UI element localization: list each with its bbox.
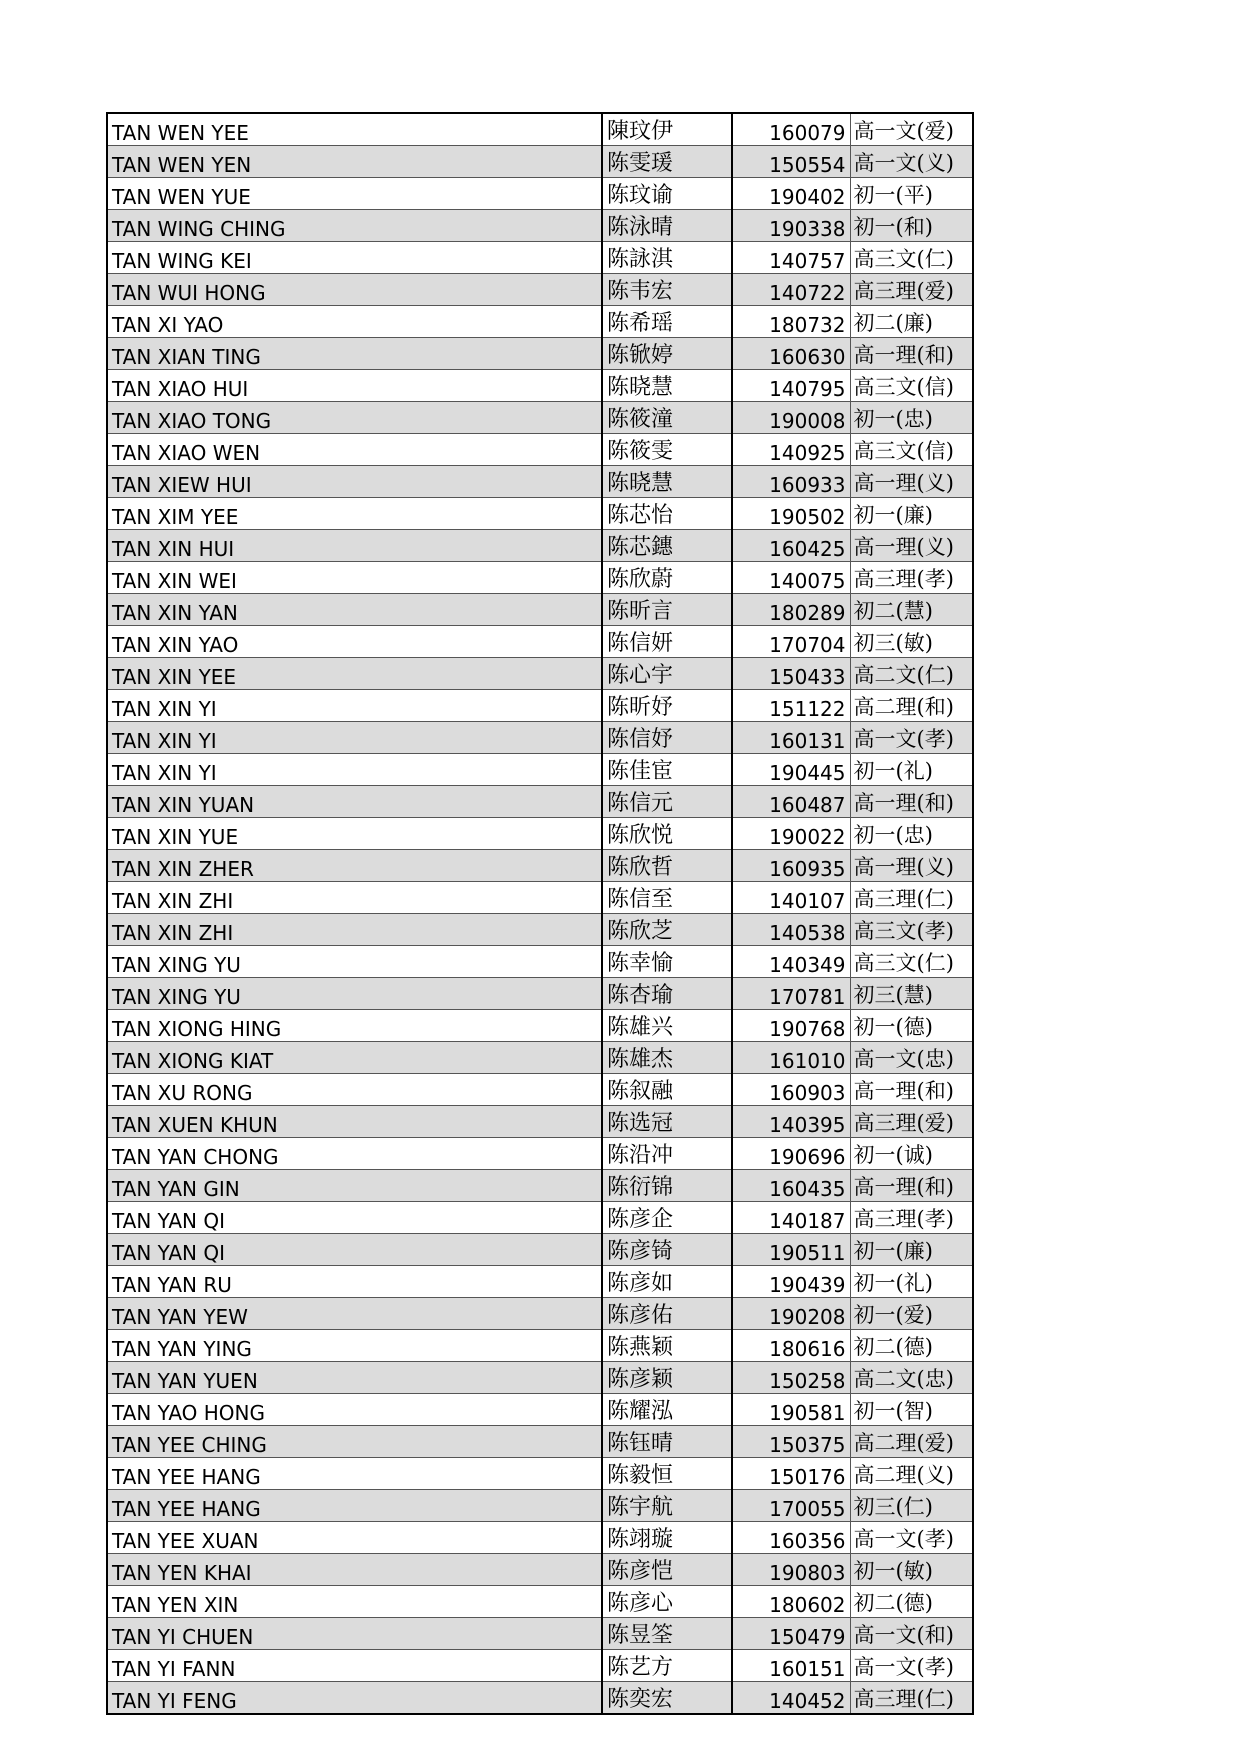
chinese-name-cell[interactable]: 陈锨婷 xyxy=(602,338,732,370)
student-id-cell[interactable]: 180732 xyxy=(732,306,850,338)
student-name-cell[interactable]: TAN YI CHUEN xyxy=(107,1618,602,1650)
table-row xyxy=(107,1010,973,1042)
table-row xyxy=(107,1298,973,1330)
chinese-name-cell[interactable]: 陈选冠 xyxy=(602,1106,732,1138)
table-row xyxy=(107,306,973,338)
student-id-cell[interactable]: 140452 xyxy=(732,1682,850,1715)
student-name-cell[interactable]: TAN XIONG KIAT xyxy=(107,1042,602,1074)
chinese-name-cell[interactable]: 陈欣哲 xyxy=(602,850,732,882)
student-name-cell[interactable]: TAN YAN GIN xyxy=(107,1170,602,1202)
class-cell[interactable]: 高一理(和) xyxy=(850,338,973,370)
table-row xyxy=(107,1618,973,1650)
student-id-cell[interactable]: 190768 xyxy=(732,1010,850,1042)
student-id-cell[interactable]: 150375 xyxy=(732,1426,850,1458)
student-id-cell[interactable]: 160131 xyxy=(732,722,850,754)
chinese-name-cell[interactable]: 陈芯怡 xyxy=(602,498,732,530)
class-cell[interactable]: 初一(平) xyxy=(850,178,973,210)
class-cell[interactable]: 高三理(仁) xyxy=(850,1682,973,1715)
table-row xyxy=(107,530,973,562)
table-row xyxy=(107,754,973,786)
class-cell[interactable]: 高二文(仁) xyxy=(850,658,973,690)
student-name-cell[interactable]: TAN YAN YUEN xyxy=(107,1362,602,1394)
table-row xyxy=(107,594,973,626)
chinese-name-cell[interactable]: 陈信妤 xyxy=(602,722,732,754)
student-name-cell[interactable]: TAN XIAO TONG xyxy=(107,402,602,434)
class-cell[interactable]: 初一(智) xyxy=(850,1394,973,1426)
chinese-name-cell[interactable]: 陈幸愉 xyxy=(602,946,732,978)
student-name-cell[interactable]: TAN WEN YEE xyxy=(107,113,602,146)
table-row xyxy=(107,1682,973,1715)
class-cell[interactable]: 高三理(孝) xyxy=(850,1202,973,1234)
table-row xyxy=(107,1170,973,1202)
student-name-cell[interactable]: TAN YEE HANG xyxy=(107,1490,602,1522)
table-row xyxy=(107,626,973,658)
student-name-cell[interactable]: TAN XIN ZHI xyxy=(107,882,602,914)
table-row xyxy=(107,113,973,146)
student-name-cell[interactable]: TAN XIN WEI xyxy=(107,562,602,594)
student-id-cell[interactable]: 160903 xyxy=(732,1074,850,1106)
chinese-name-cell[interactable]: 陈筱潼 xyxy=(602,402,732,434)
table-row xyxy=(107,242,973,274)
table-row xyxy=(107,1458,973,1490)
table-row xyxy=(107,1074,973,1106)
student-id-cell[interactable]: 190338 xyxy=(732,210,850,242)
table-row xyxy=(107,850,973,882)
student-name-cell[interactable]: TAN XING YU xyxy=(107,946,602,978)
chinese-name-cell[interactable]: 陈奕宏 xyxy=(602,1682,732,1715)
class-cell[interactable]: 初三(仁) xyxy=(850,1490,973,1522)
student-name-cell[interactable]: TAN XIN YI xyxy=(107,754,602,786)
class-cell[interactable]: 高三理(仁) xyxy=(850,882,973,914)
chinese-name-cell[interactable]: 陈詠淇 xyxy=(602,242,732,274)
chinese-name-cell[interactable]: 陈衍锦 xyxy=(602,1170,732,1202)
student-id-cell[interactable]: 160933 xyxy=(732,466,850,498)
student-name-cell[interactable]: TAN XIEW HUI xyxy=(107,466,602,498)
class-cell[interactable]: 高一理(义) xyxy=(850,850,973,882)
student-name-cell[interactable]: TAN XIN ZHER xyxy=(107,850,602,882)
student-id-cell[interactable]: 150554 xyxy=(732,146,850,178)
student-id-cell[interactable]: 160630 xyxy=(732,338,850,370)
table-row xyxy=(107,370,973,402)
student-name-cell[interactable]: TAN XIN ZHI xyxy=(107,914,602,946)
table-row xyxy=(107,1138,973,1170)
class-cell[interactable]: 高三理(爱) xyxy=(850,274,973,306)
table-row xyxy=(107,690,973,722)
student-name-cell[interactable]: TAN XIN YAO xyxy=(107,626,602,658)
chinese-name-cell[interactable]: 陈毅恒 xyxy=(602,1458,732,1490)
class-cell[interactable]: 高三文(孝) xyxy=(850,914,973,946)
student-id-cell[interactable]: 160151 xyxy=(732,1650,850,1682)
table-row xyxy=(107,658,973,690)
student-name-cell[interactable]: TAN XIN YI xyxy=(107,722,602,754)
table-row xyxy=(107,882,973,914)
class-cell[interactable]: 初一(礼) xyxy=(850,1266,973,1298)
class-cell[interactable]: 高三理(孝) xyxy=(850,562,973,594)
student-id-cell[interactable]: 180616 xyxy=(732,1330,850,1362)
chinese-name-cell[interactable]: 陈彦企 xyxy=(602,1202,732,1234)
student-id-cell[interactable]: 140395 xyxy=(732,1106,850,1138)
student-name-cell[interactable]: TAN YAN QI xyxy=(107,1202,602,1234)
student-name-cell[interactable]: TAN YAN QI xyxy=(107,1234,602,1266)
class-cell[interactable]: 初一(德) xyxy=(850,1010,973,1042)
class-cell[interactable]: 高一理(义) xyxy=(850,530,973,562)
chinese-name-cell[interactable]: 陈彦颖 xyxy=(602,1362,732,1394)
chinese-name-cell[interactable]: 陈晓慧 xyxy=(602,466,732,498)
table-row xyxy=(107,1362,973,1394)
student-id-cell[interactable]: 160079 xyxy=(732,113,850,146)
student-name-cell[interactable]: TAN XIAO WEN xyxy=(107,434,602,466)
table-row xyxy=(107,1042,973,1074)
class-cell[interactable]: 高一理(和) xyxy=(850,1170,973,1202)
chinese-name-cell[interactable]: 陈雄杰 xyxy=(602,1042,732,1074)
student-id-cell[interactable]: 150258 xyxy=(732,1362,850,1394)
table-row xyxy=(107,210,973,242)
student-name-cell[interactable]: TAN XIN YEE xyxy=(107,658,602,690)
chinese-name-cell[interactable]: 陈欣悦 xyxy=(602,818,732,850)
chinese-name-cell[interactable]: 陈翊璇 xyxy=(602,1522,732,1554)
table-row xyxy=(107,274,973,306)
student-id-cell[interactable]: 140538 xyxy=(732,914,850,946)
chinese-name-cell[interactable]: 陈韦宏 xyxy=(602,274,732,306)
table-row xyxy=(107,338,973,370)
student-id-cell[interactable]: 190803 xyxy=(732,1554,850,1586)
student-id-cell[interactable]: 151122 xyxy=(732,690,850,722)
class-cell[interactable]: 初二(德) xyxy=(850,1586,973,1618)
chinese-name-cell[interactable]: 陈泳晴 xyxy=(602,210,732,242)
student-name-cell[interactable]: TAN WEN YEN xyxy=(107,146,602,178)
table-row xyxy=(107,434,973,466)
table-row xyxy=(107,402,973,434)
chinese-name-cell[interactable]: 陈欣蔚 xyxy=(602,562,732,594)
class-cell[interactable]: 高二理(义) xyxy=(850,1458,973,1490)
student-id-cell[interactable]: 190402 xyxy=(732,178,850,210)
student-id-cell[interactable]: 170781 xyxy=(732,978,850,1010)
student-name-cell[interactable]: TAN XIN YUE xyxy=(107,818,602,850)
table-row xyxy=(107,466,973,498)
class-cell[interactable]: 高三文(仁) xyxy=(850,242,973,274)
class-cell[interactable]: 初二(德) xyxy=(850,1330,973,1362)
student-name-cell[interactable]: TAN YAO HONG xyxy=(107,1394,602,1426)
student-name-cell[interactable]: TAN YEE HANG xyxy=(107,1458,602,1490)
chinese-name-cell[interactable]: 陈晓慧 xyxy=(602,370,732,402)
chinese-name-cell[interactable]: 陳玟伊 xyxy=(602,113,732,146)
student-name-cell[interactable]: TAN YEN XIN xyxy=(107,1586,602,1618)
chinese-name-cell[interactable]: 陈筱雯 xyxy=(602,434,732,466)
student-name-cell[interactable]: TAN XU RONG xyxy=(107,1074,602,1106)
student-name-cell[interactable]: TAN YI FANN xyxy=(107,1650,602,1682)
chinese-name-cell[interactable]: 陈叙融 xyxy=(602,1074,732,1106)
class-cell[interactable]: 高三文(信) xyxy=(850,370,973,402)
class-cell[interactable]: 高一理(义) xyxy=(850,466,973,498)
class-cell[interactable]: 高一文(义) xyxy=(850,146,973,178)
student-id-cell[interactable]: 190022 xyxy=(732,818,850,850)
table-row xyxy=(107,178,973,210)
class-cell[interactable]: 初一(和) xyxy=(850,210,973,242)
student-name-cell[interactable]: TAN XIN YAN xyxy=(107,594,602,626)
student-name-cell[interactable]: TAN WING KEI xyxy=(107,242,602,274)
student-name-cell[interactable]: TAN YAN CHONG xyxy=(107,1138,602,1170)
student-id-cell[interactable]: 160935 xyxy=(732,850,850,882)
table-row xyxy=(107,1234,973,1266)
chinese-name-cell[interactable]: 陈欣芝 xyxy=(602,914,732,946)
table-row xyxy=(107,498,973,530)
student-name-cell[interactable]: TAN XUEN KHUN xyxy=(107,1106,602,1138)
student-name-cell[interactable]: TAN XIN YI xyxy=(107,690,602,722)
student-name-cell[interactable]: TAN XING YU xyxy=(107,978,602,1010)
student-id-cell[interactable]: 190696 xyxy=(732,1138,850,1170)
student-name-cell[interactable]: TAN WEN YUE xyxy=(107,178,602,210)
student-name-cell[interactable]: TAN YAN YEW xyxy=(107,1298,602,1330)
chinese-name-cell[interactable]: 陈钰晴 xyxy=(602,1426,732,1458)
class-cell[interactable]: 高一文(爱) xyxy=(850,113,973,146)
chinese-name-cell[interactable]: 陈佳宦 xyxy=(602,754,732,786)
table-row xyxy=(107,146,973,178)
chinese-name-cell[interactable]: 陈雯瑗 xyxy=(602,146,732,178)
student-id-cell[interactable]: 140349 xyxy=(732,946,850,978)
chinese-name-cell[interactable]: 陈彦如 xyxy=(602,1266,732,1298)
student-table-body xyxy=(107,113,973,1714)
class-cell[interactable]: 高二文(忠) xyxy=(850,1362,973,1394)
student-id-cell[interactable]: 150479 xyxy=(732,1618,850,1650)
chinese-name-cell[interactable]: 陈雄兴 xyxy=(602,1010,732,1042)
chinese-name-cell[interactable]: 陈耀泓 xyxy=(602,1394,732,1426)
table-row xyxy=(107,914,973,946)
chinese-name-cell[interactable]: 陈芯鏸 xyxy=(602,530,732,562)
class-cell[interactable]: 初一(礼) xyxy=(850,754,973,786)
chinese-name-cell[interactable]: 陈信至 xyxy=(602,882,732,914)
chinese-name-cell[interactable]: 陈杏瑜 xyxy=(602,978,732,1010)
student-name-cell[interactable]: TAN YEN KHAI xyxy=(107,1554,602,1586)
student-id-cell[interactable]: 160435 xyxy=(732,1170,850,1202)
student-name-cell[interactable]: TAN XIN HUI xyxy=(107,530,602,562)
student-name-cell[interactable]: TAN YEE CHING xyxy=(107,1426,602,1458)
class-cell[interactable]: 高一文(孝) xyxy=(850,1522,973,1554)
student-id-cell[interactable]: 160425 xyxy=(732,530,850,562)
student-id-cell[interactable]: 161010 xyxy=(732,1042,850,1074)
class-cell[interactable]: 高一文(忠) xyxy=(850,1042,973,1074)
class-cell[interactable]: 初一(爱) xyxy=(850,1298,973,1330)
chinese-name-cell[interactable]: 陈艺方 xyxy=(602,1650,732,1682)
table-row xyxy=(107,1426,973,1458)
student-id-cell[interactable]: 150433 xyxy=(732,658,850,690)
student-id-cell[interactable]: 140722 xyxy=(732,274,850,306)
table-row xyxy=(107,1266,973,1298)
chinese-name-cell[interactable]: 陈沿冲 xyxy=(602,1138,732,1170)
class-cell[interactable]: 初三(慧) xyxy=(850,978,973,1010)
table-row xyxy=(107,1106,973,1138)
chinese-name-cell[interactable]: 陈心宇 xyxy=(602,658,732,690)
class-cell[interactable]: 初一(廉) xyxy=(850,1234,973,1266)
class-cell[interactable]: 初一(忠) xyxy=(850,818,973,850)
chinese-name-cell[interactable]: 陈宇航 xyxy=(602,1490,732,1522)
student-id-cell[interactable]: 180289 xyxy=(732,594,850,626)
chinese-name-cell[interactable]: 陈玟谕 xyxy=(602,178,732,210)
student-name-cell[interactable]: TAN XIN YUAN xyxy=(107,786,602,818)
class-cell[interactable]: 初二(慧) xyxy=(850,594,973,626)
class-cell[interactable]: 高一文(和) xyxy=(850,1618,973,1650)
student-name-cell[interactable]: TAN XIAN TING xyxy=(107,338,602,370)
student-name-cell[interactable]: TAN XI YAO xyxy=(107,306,602,338)
student-id-cell[interactable]: 140075 xyxy=(732,562,850,594)
student-id-cell[interactable]: 160487 xyxy=(732,786,850,818)
table-row xyxy=(107,1554,973,1586)
student-name-cell[interactable]: TAN YEE XUAN xyxy=(107,1522,602,1554)
table-row xyxy=(107,1394,973,1426)
student-id-cell[interactable]: 140757 xyxy=(732,242,850,274)
class-cell[interactable]: 初一(廉) xyxy=(850,498,973,530)
table-row xyxy=(107,1522,973,1554)
class-cell[interactable]: 高三文(信) xyxy=(850,434,973,466)
class-cell[interactable]: 初一(忠) xyxy=(850,402,973,434)
class-cell[interactable]: 高一理(和) xyxy=(850,786,973,818)
student-id-cell[interactable]: 170704 xyxy=(732,626,850,658)
table-row xyxy=(107,1202,973,1234)
chinese-name-cell[interactable]: 陈燕颖 xyxy=(602,1330,732,1362)
student-name-cell[interactable]: TAN WUI HONG xyxy=(107,274,602,306)
student-id-cell[interactable]: 190445 xyxy=(732,754,850,786)
chinese-name-cell[interactable]: 陈信元 xyxy=(602,786,732,818)
student-id-cell[interactable]: 140795 xyxy=(732,370,850,402)
student-name-cell[interactable]: TAN YAN YING xyxy=(107,1330,602,1362)
student-id-cell[interactable]: 140187 xyxy=(732,1202,850,1234)
student-name-cell[interactable]: TAN XIM YEE xyxy=(107,498,602,530)
chinese-name-cell[interactable]: 陈昱筌 xyxy=(602,1618,732,1650)
student-id-cell[interactable]: 190208 xyxy=(732,1298,850,1330)
student-table xyxy=(106,112,974,1715)
table-row xyxy=(107,946,973,978)
table-row xyxy=(107,1586,973,1618)
class-cell[interactable]: 高二理(爱) xyxy=(850,1426,973,1458)
student-id-cell[interactable]: 150176 xyxy=(732,1458,850,1490)
chinese-name-cell[interactable]: 陈彦恺 xyxy=(602,1554,732,1586)
table-row xyxy=(107,1490,973,1522)
chinese-name-cell[interactable]: 陈信妍 xyxy=(602,626,732,658)
student-id-cell[interactable]: 190008 xyxy=(732,402,850,434)
student-id-cell[interactable]: 190439 xyxy=(732,1266,850,1298)
table-row xyxy=(107,978,973,1010)
chinese-name-cell[interactable]: 陈昕言 xyxy=(602,594,732,626)
student-name-cell[interactable]: TAN WING CHING xyxy=(107,210,602,242)
chinese-name-cell[interactable]: 陈彦心 xyxy=(602,1586,732,1618)
class-cell[interactable]: 初二(廉) xyxy=(850,306,973,338)
table-row xyxy=(107,818,973,850)
student-id-cell[interactable]: 170055 xyxy=(732,1490,850,1522)
class-cell[interactable]: 高三文(仁) xyxy=(850,946,973,978)
student-id-cell[interactable]: 190511 xyxy=(732,1234,850,1266)
table-row xyxy=(107,722,973,754)
student-name-cell[interactable]: TAN XIAO HUI xyxy=(107,370,602,402)
table-row xyxy=(107,786,973,818)
student-name-cell[interactable]: TAN YAN RU xyxy=(107,1266,602,1298)
table-row xyxy=(107,562,973,594)
class-cell[interactable]: 初三(敏) xyxy=(850,626,973,658)
chinese-name-cell[interactable]: 陈彦锜 xyxy=(602,1234,732,1266)
student-id-cell[interactable]: 190502 xyxy=(732,498,850,530)
class-cell[interactable]: 高一文(孝) xyxy=(850,1650,973,1682)
class-cell[interactable]: 初一(敏) xyxy=(850,1554,973,1586)
student-name-cell[interactable]: TAN XIONG HING xyxy=(107,1010,602,1042)
class-cell[interactable]: 高三理(爱) xyxy=(850,1106,973,1138)
class-cell[interactable]: 初一(诚) xyxy=(850,1138,973,1170)
class-cell[interactable]: 高二理(和) xyxy=(850,690,973,722)
chinese-name-cell[interactable]: 陈希瑶 xyxy=(602,306,732,338)
student-id-cell[interactable]: 140925 xyxy=(732,434,850,466)
class-cell[interactable]: 高一理(和) xyxy=(850,1074,973,1106)
student-id-cell[interactable]: 180602 xyxy=(732,1586,850,1618)
student-id-cell[interactable]: 160356 xyxy=(732,1522,850,1554)
student-id-cell[interactable]: 190581 xyxy=(732,1394,850,1426)
table-row xyxy=(107,1330,973,1362)
student-name-cell[interactable]: TAN YI FENG xyxy=(107,1682,602,1715)
table-row xyxy=(107,1650,973,1682)
chinese-name-cell[interactable]: 陈彦佑 xyxy=(602,1298,732,1330)
student-id-cell[interactable]: 140107 xyxy=(732,882,850,914)
chinese-name-cell[interactable]: 陈昕妤 xyxy=(602,690,732,722)
class-cell[interactable]: 高一文(孝) xyxy=(850,722,973,754)
